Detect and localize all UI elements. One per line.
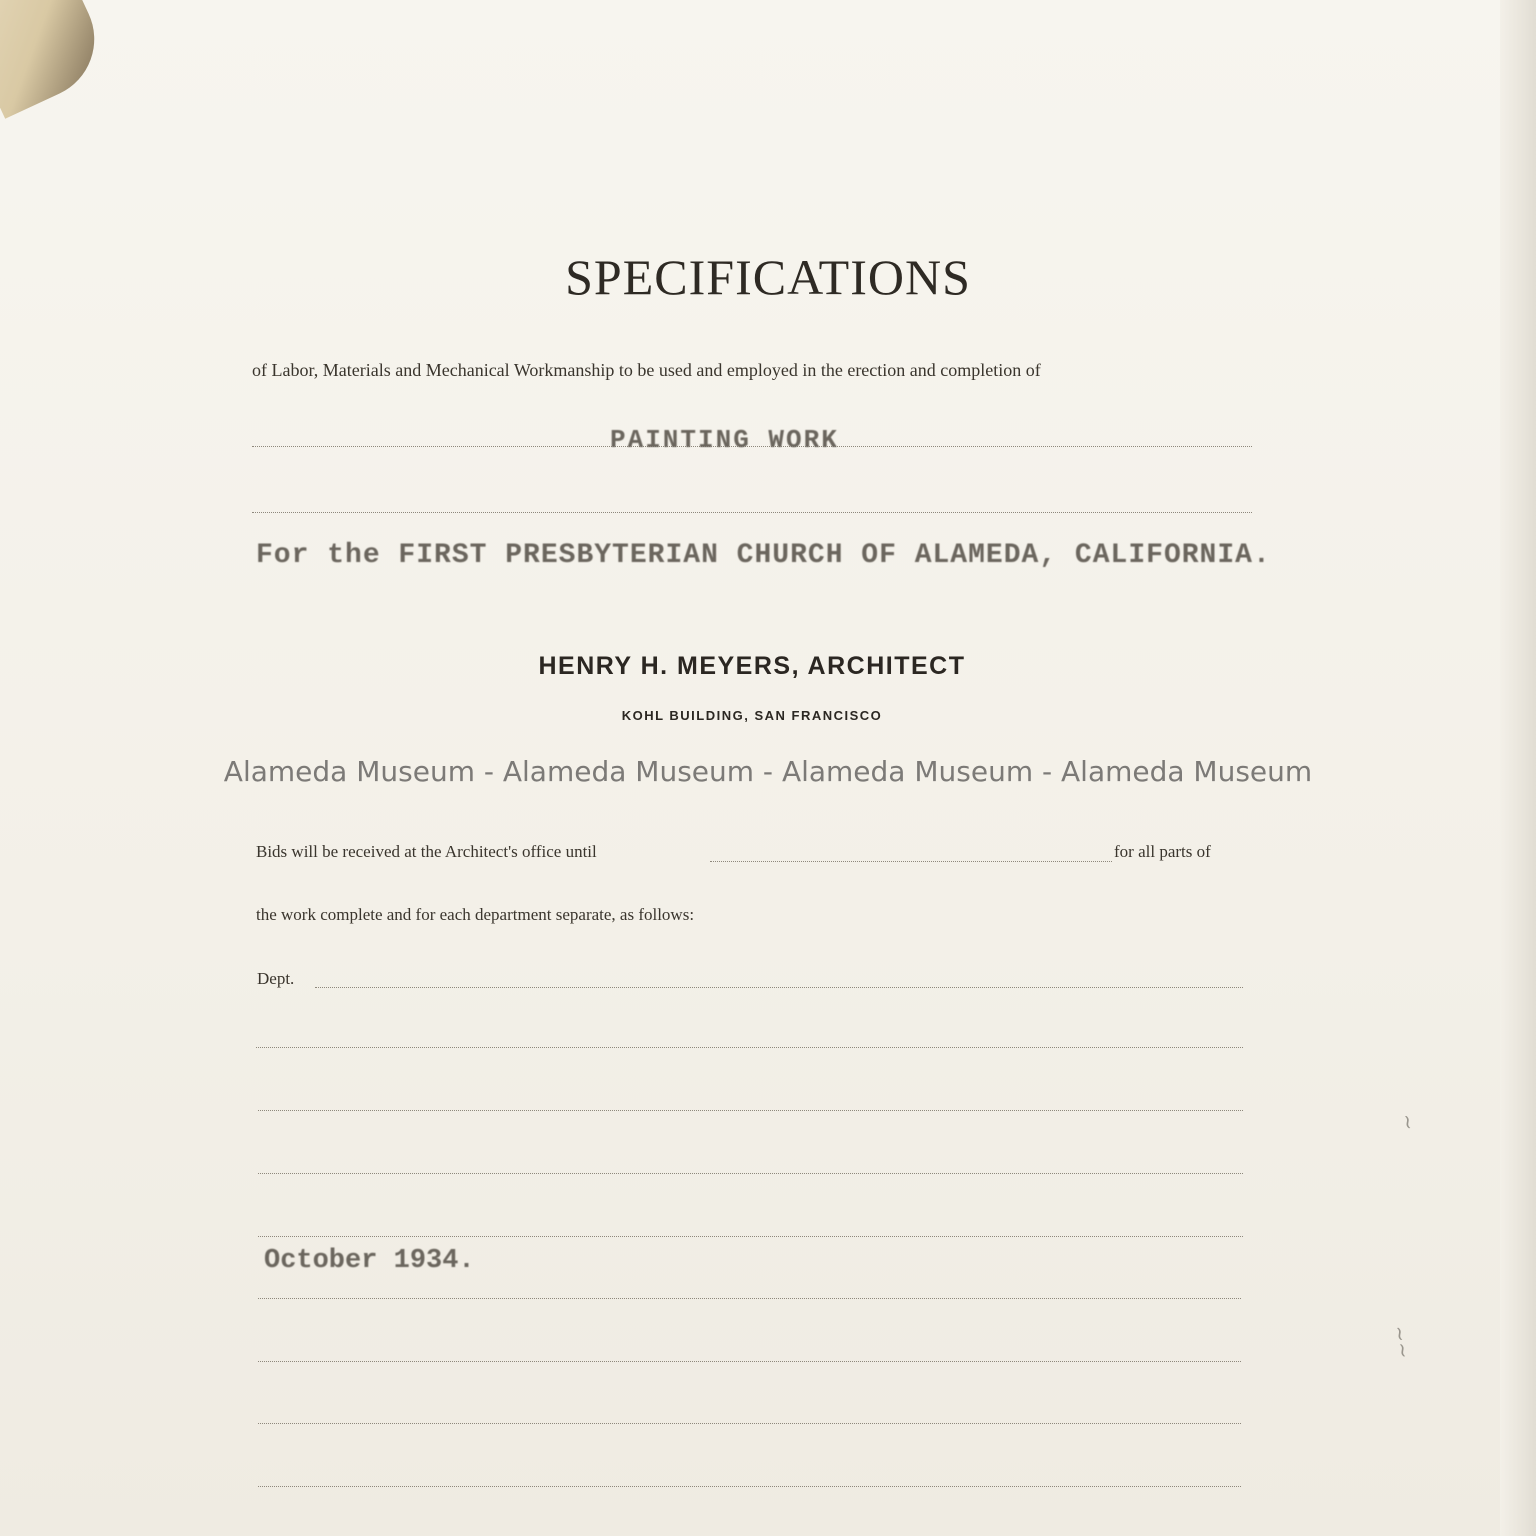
fill-line [258,1110,1243,1111]
date-typed: October 1934. [264,1246,475,1276]
architect-name: HENRY H. MEYERS, ARCHITECT [538,652,966,680]
bids-tail-text: for all parts of [1114,842,1211,861]
follows-text: the work complete and for each department separate, as follows: [256,905,695,924]
fill-line [258,1298,1241,1299]
client-typed: For the FIRST PRESBYTERIAN CHURCH OF ALAMEDA, CALIFORNIA. [256,540,1271,571]
subject-typed: PAINTING WORK [610,425,839,455]
architect-address: KOHL BUILDING, SAN FRANCISCO [621,708,883,723]
bids-text: Bids will be received at the Architect's office until [256,842,597,861]
fill-line [258,1486,1241,1487]
fill-line [258,1236,1243,1237]
document-title: SPECIFICATIONS [565,249,971,305]
watermark: Alameda Museum - Alameda Museum - Alameda Museum - Alameda Museum [223,755,1313,788]
fill-line [252,512,1252,513]
fill-line [710,861,1112,862]
intro-text: of Labor, Materials and Mechanical Workmanship to be used and employed in the erection and completion of [252,360,1041,380]
fill-line [256,1047,1243,1048]
fill-line [315,987,1243,988]
fill-line [258,1423,1241,1424]
dept-label: Dept. [257,969,295,988]
pencil-mark: ~~ [1387,1323,1417,1361]
fill-line [258,1173,1243,1174]
pencil-mark: ~ [1395,1111,1422,1133]
fill-line [258,1361,1241,1362]
